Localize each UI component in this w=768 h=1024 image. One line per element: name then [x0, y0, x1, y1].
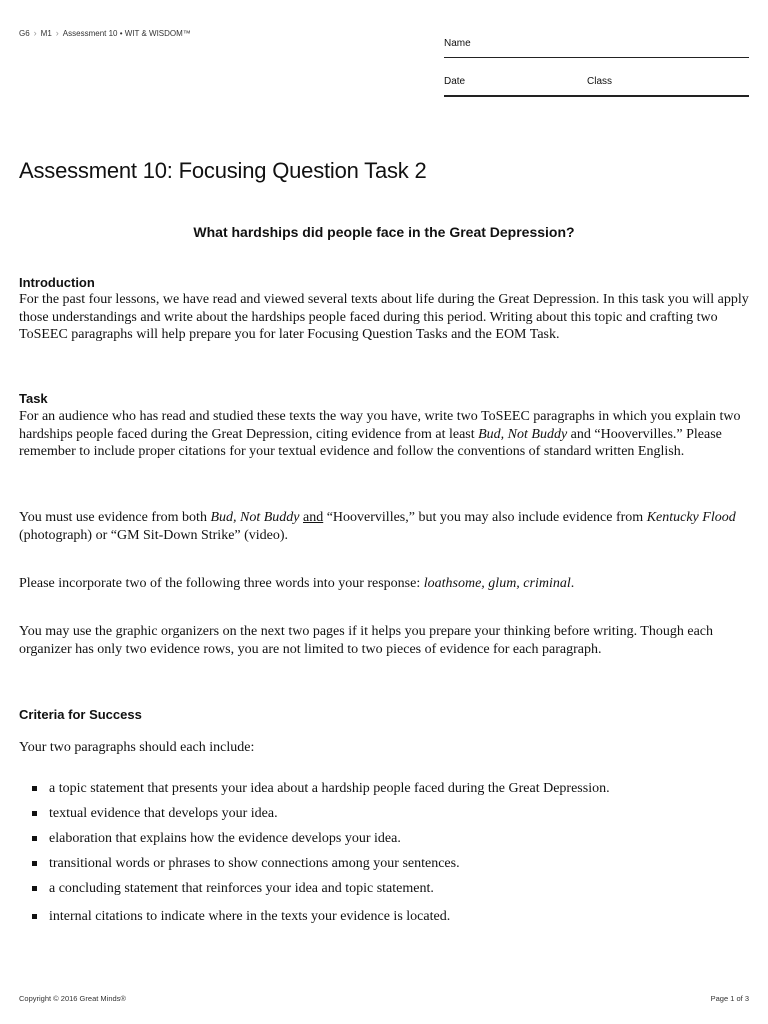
- criteria-heading: Criteria for Success: [19, 707, 142, 722]
- class-label: Class: [587, 76, 613, 87]
- task-paragraph-1: [19, 408, 751, 461]
- task-p2-title-italic-1: Bud, Not Buddy: [210, 510, 300, 525]
- date-label: Date: [444, 76, 466, 87]
- criteria-item-text: elaboration that explains how the evidence develops your idea.: [49, 831, 401, 846]
- task-paragraph-3: [19, 575, 751, 593]
- page-number: Page 1 of 3: [710, 994, 749, 1003]
- task-paragraph-4: You may use the graphic organizers on the next two pages if it helps you prepare your thinking before writing. Though each organizer has only two evidence rows, you are not limited to two pieces of evidence for each paragraph.: [19, 624, 714, 657]
- criteria-item-text: textual evidence that develops your idea.: [49, 806, 278, 821]
- task-p3-text-b: .: [570, 576, 575, 591]
- chevron-right-icon: ›: [55, 28, 59, 38]
- copyright-text: Copyright © 2016 Great Minds®: [19, 994, 126, 1003]
- criteria-item-text: internal citations to indicate where in the texts your evidence is located.: [49, 909, 451, 924]
- list-item: [30, 880, 750, 905]
- task-p3-text-a: Please incorporate two of the following three words into your response:: [19, 576, 424, 591]
- task-heading: Task: [19, 391, 48, 406]
- square-bullet-icon: [32, 811, 37, 816]
- breadcrumb-assessment: Assessment 10 • WIT & WISDOM™: [62, 28, 191, 38]
- task-p1-text-a: For an audience who has read and studied these texts the way you have, write two ToSEEC paragraphs in which you explain two hardships people faced during the Great Depression, citing evidence from at least: [19, 409, 741, 442]
- criteria-item-text: a topic statement that presents your idea about a hardship people faced during the Great Depression.: [49, 781, 610, 796]
- square-bullet-icon: [32, 886, 37, 891]
- name-field[interactable]: [444, 36, 749, 58]
- task-p2-title-italic-2: Kentucky Flood: [646, 510, 736, 525]
- task-p1-text-b: and “Hoovervilles.” Please remember to include proper citations for your textual evidence and follow the conventions of standard written English.: [19, 426, 722, 459]
- criteria-item-text: transitional words or phrases to show connections among your sentences.: [49, 856, 460, 871]
- chevron-right-icon: ›: [33, 28, 37, 38]
- name-label: Name: [444, 38, 471, 49]
- square-bullet-icon: [32, 861, 37, 866]
- breadcrumb-module: M1: [40, 28, 52, 38]
- task-p2-underline: and: [303, 510, 324, 525]
- list-item: [30, 855, 750, 880]
- breadcrumb: [19, 28, 191, 38]
- task-p1-title-italic: Bud, Not Buddy: [478, 426, 568, 442]
- breadcrumb-grade: G6: [19, 28, 30, 38]
- page-title: Assessment 10: Focusing Question Task 2: [19, 158, 427, 183]
- introduction-text: For the past four lessons, we have read and viewed several texts about life during the Great Depression. In this task you will apply those understandings and write about the hardships people faced during this period. Writing about this topic and crafting two ToSEEC paragraphs will help prepare you for later Focusing Question Tasks and the EOM Task.: [19, 292, 749, 342]
- square-bullet-icon: [32, 786, 37, 791]
- square-bullet-icon: [32, 914, 37, 919]
- task-p2-text-a: You must use evidence from both: [19, 510, 211, 525]
- criteria-item-text: a concluding statement that reinforces your idea and topic statement.: [49, 881, 434, 896]
- task-paragraph-2: [19, 509, 751, 544]
- square-bullet-icon: [32, 836, 37, 841]
- task-p3-words-italic: loathsome, glum, criminal: [423, 576, 571, 591]
- focusing-question: What hardships did people face in the Great Depression?: [193, 224, 575, 240]
- criteria-intro: Your two paragraphs should each include:: [19, 740, 255, 755]
- criteria-list: [30, 780, 750, 933]
- list-item: [30, 780, 750, 805]
- date-class-field[interactable]: [444, 74, 749, 97]
- list-item: [30, 908, 750, 933]
- introduction-heading: Introduction: [19, 275, 95, 290]
- task-p2-text-b: “Hoovervilles,” but you may also include evidence from: [323, 510, 647, 525]
- list-item: [30, 830, 750, 855]
- task-p2-text-c: (photograph) or “GM Sit-Down Strike” (video).: [19, 527, 289, 543]
- list-item: [30, 805, 750, 830]
